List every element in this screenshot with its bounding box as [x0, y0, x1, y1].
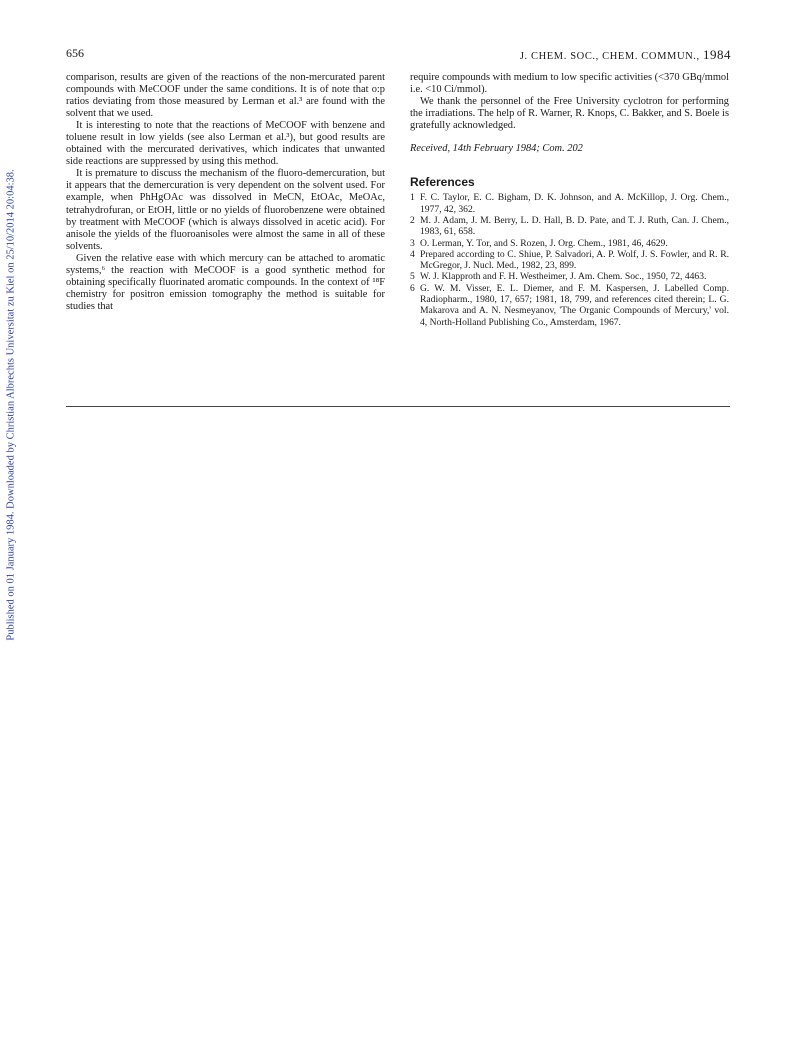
- reference-item: [410, 192, 729, 215]
- reference-number: 3: [410, 237, 415, 249]
- reference-number: 2: [410, 214, 415, 226]
- left-paragraph-2: It is interesting to note that the reactions of MeCOOF with benzene and toluene result in low yields (see also Lerman et al.³), but good results are obtained with the mercurated derivatives, which indicates that unwanted side reactions are suppressed by using this method.: [66, 120, 385, 168]
- reference-item: [410, 238, 729, 249]
- reference-text: G. W. M. Visser, E. L. Diemer, and F. M. Kaspersen, J. Labelled Comp. Radiopharm., 1980, 17, 657; 1981, 18, 799, and references cited therein; L. G. Makarova and A. N. Nesmeyanov, 'The Organic Compounds of Mercury,' vol. 4, North-Holland Publishing Co., Amsterdam, 1967.: [420, 282, 729, 328]
- references-list: [410, 192, 729, 328]
- right-paragraph-1: require compounds with medium to low specific activities (<370 GBq/mmol i.e. <10 Ci/mmol).: [410, 72, 729, 96]
- reference-item: [410, 215, 729, 238]
- reference-number: 6: [410, 282, 415, 294]
- reference-text: W. J. Klapproth and F. H. Westheimer, J. Am. Chem. Soc., 1950, 72, 4463.: [420, 271, 707, 283]
- end-rule: [66, 406, 730, 407]
- reference-item: [410, 283, 729, 328]
- references-heading: References: [410, 175, 475, 190]
- reference-item: [410, 271, 729, 282]
- acknowledgement-paragraph: We thank the personnel of the Free University cyclotron for performing the irradiations. The help of R. Warner, R. Knops, C. Bakker, and S. Boele is gratefully acknowledged.: [410, 96, 729, 132]
- reference-number: 4: [410, 248, 415, 260]
- journal-name: J. CHEM. SOC., CHEM. COMMUN.,: [519, 51, 700, 62]
- left-paragraph-4: Given the relative ease with which mercury can be attached to aromatic systems,⁶ the reaction with MeCOOF is a good synthetic method for obtaining specifically fluorinated aromatic compounds. In the context of ¹⁸F chemistry for positron emission tomography the method is suitable for studies that: [66, 252, 385, 312]
- reference-text: F. C. Taylor, E. C. Bigham, D. K. Johnson, and A. McKillop, J. Org. Chem., 1977, 42, 362.: [420, 192, 729, 215]
- page-number: 656: [66, 46, 84, 60]
- left-column: [66, 72, 385, 313]
- received-line: Received, 14th February 1984; Com. 202: [410, 143, 583, 155]
- download-notice[interactable]: [4, 160, 18, 650]
- running-head: [520, 47, 731, 63]
- reference-text: Prepared according to C. Shiue, P. Salvadori, A. P. Wolf, J. S. Fowler, and R. R. McGregor, J. Nucl. Med., 1982, 23, 899.: [420, 248, 729, 272]
- reference-text: M. J. Adam, J. M. Berry, L. D. Hall, B. D. Pate, and T. J. Ruth, Can. J. Chem., 1983, 61, 658.: [420, 214, 729, 238]
- right-column: [410, 72, 729, 328]
- reference-number: 5: [410, 271, 415, 283]
- reference-number: 1: [410, 192, 415, 204]
- reference-item: [410, 249, 729, 272]
- reference-text: O. Lerman, Y. Tor, and S. Rozen, J. Org. Chem., 1981, 46, 4629.: [420, 237, 668, 249]
- left-paragraph-1: comparison, results are given of the reactions of the non-mercurated parent compounds with MeCOOF under the same conditions. It is of note that o:p ratios deviating from those measured by Lerman et al.³ are found with the solvent that we used.: [66, 72, 385, 120]
- journal-year: 1984: [703, 47, 731, 62]
- left-paragraph-3: It is premature to discuss the mechanism of the fluoro-demercuration, but it appears that the demercuration is very dependent on the solvent used. For example, when PhHgOAc was dissolved in MeCN, EtOAc, MeOAc, tetrahydrofuran, or EtOH, little or no yields of fluorobenzene were obtained by treatment with MeCOOF (which is always dissolved in acetic acid). For anisole the yields of the fluoroanisoles were almost the same in all of these solvents.: [66, 168, 385, 252]
- download-notice-text[interactable]: Published on 01 January 1984. Downloaded by Christian Albrechts Universitat zu Kiel on 25/10/2014 20:04:38.: [5, 169, 17, 641]
